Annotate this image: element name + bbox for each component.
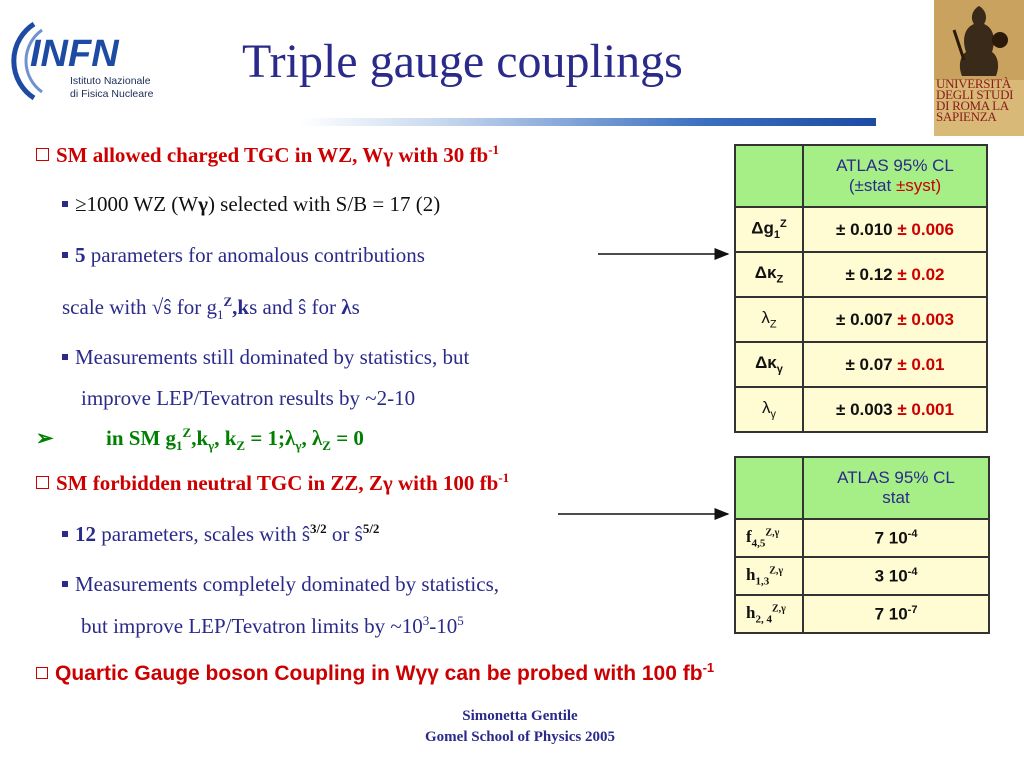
footer-author: Simonetta Gentile: [462, 708, 578, 724]
university-logo-text: UNIVERSITÀ DEGLI STUDI DI ROMA LA SAPIENZA: [936, 76, 1014, 124]
infn-logo-sub1: Istituto Nazionale: [70, 75, 151, 87]
section2-bullet2: Measurements completely dominated by statistics,: [62, 572, 499, 597]
section1-bullet1: ≥1000 WZ (Wγ) selected with S/B = 17 (2): [62, 192, 440, 217]
neutral-tgc-table: [734, 456, 990, 634]
param-cell: $\lambda_\gamma$: [735, 387, 803, 432]
footer-event: Gomel School of Physics 2005: [425, 729, 615, 745]
university-logo: [934, 0, 1024, 136]
table-row: $\Delta\kappa_\gamma$ ± 0.07 ± 0.01: [735, 342, 987, 387]
table-row: $\Delta\kappa_Z$ ± 0.12 ± 0.02: [735, 252, 987, 297]
infn-logo-sub2: di Fisica Nucleare: [70, 88, 154, 100]
table-row: $h_{2, 4}^{Z,\gamma}$ 7 $10^{-7}$: [735, 595, 989, 633]
table-row: $\lambda_\gamma$ ± 0.003 ± 0.001: [735, 387, 987, 432]
section1-heading: SM allowed charged TGC in WZ, Wγ with 30 $fb^{-1}$: [36, 142, 499, 168]
square-bullet-icon: [62, 354, 68, 360]
table2-corner: [735, 457, 803, 519]
section2-bullet1: 12 parameters, scales with $ŝ^{3/2}$ or $ŝ^{5/2}$: [62, 521, 379, 547]
table-row: $h_{1,3}^{Z,\gamma}$ 3 $10^{-4}$: [735, 557, 989, 595]
param-cell: $\Delta g_1^Z$: [735, 207, 803, 252]
checkbox-bullet-icon: [36, 667, 48, 679]
param-cell: $f_{4,5}^{Z,\gamma}$: [735, 519, 803, 557]
table-row: $f_{4,5}^{Z,\gamma}$ 7 $10^{-4}$: [735, 519, 989, 557]
table-row: $\Delta g_1^Z$ ± 0.010 ± 0.006: [735, 207, 987, 252]
infn-logo-text: INFN: [30, 33, 119, 75]
square-bullet-icon: [62, 531, 68, 537]
square-bullet-icon: [62, 252, 68, 258]
slide-title: Triple gauge couplings: [242, 35, 683, 88]
param-cell: $h_{1,3}^{Z,\gamma}$: [735, 557, 803, 595]
quartic-coupling-note: Quartic Gauge boson Coupling in Wγγ can be probed with 100 $fb^{-1}$: [36, 660, 714, 686]
section1-bullet3: Measurements still dominated by statistics, but: [62, 345, 469, 370]
table-row: $\lambda_Z$ ± 0.007 ± 0.003: [735, 297, 987, 342]
table1-corner: [735, 145, 803, 207]
section1-bullet2: 5 parameters for anomalous contributions: [62, 243, 425, 268]
checkbox-bullet-icon: [36, 476, 49, 489]
arrow-bullet-icon: ➢: [36, 426, 54, 450]
square-bullet-icon: [62, 201, 68, 207]
section2-heading: SM forbidden neutral TGC in ZZ, Zγ with 100 $fb^{-1}$: [36, 470, 509, 496]
infn-logo: [6, 6, 176, 106]
param-cell: $h_{2, 4}^{Z,\gamma}$: [735, 595, 803, 633]
param-cell: $\Delta\kappa_Z$: [735, 252, 803, 297]
param-cell: $\lambda_Z$: [735, 297, 803, 342]
section1-bullet3-line2: improve LEP/Tevatron results by ~2-10: [81, 386, 416, 410]
square-bullet-icon: [62, 581, 68, 587]
checkbox-bullet-icon: [36, 148, 49, 161]
table2-header: ATLAS 95% CL stat: [803, 457, 989, 519]
section2-bullet2-line2: but improve LEP/Tevatron limits by $\sim 10^3-10^5$: [81, 613, 464, 638]
footer: [350, 706, 690, 748]
sm-values-line: ➢ in SM $g_1^Z,k_\gamma$, $k_Z$ = $1;\lambda_\gamma$, $\lambda_Z = 0$: [36, 425, 364, 454]
charged-tgc-table: [734, 144, 988, 433]
param-cell: $\Delta\kappa_\gamma$: [735, 342, 803, 387]
table1-header: ATLAS 95% CL (±stat ±syst): [803, 145, 987, 207]
title-underline-bar: [300, 118, 876, 126]
section1-bullet2-line2: scale with √ŝ for $g_1^Z,ks$ and ŝ for λs: [62, 294, 360, 323]
